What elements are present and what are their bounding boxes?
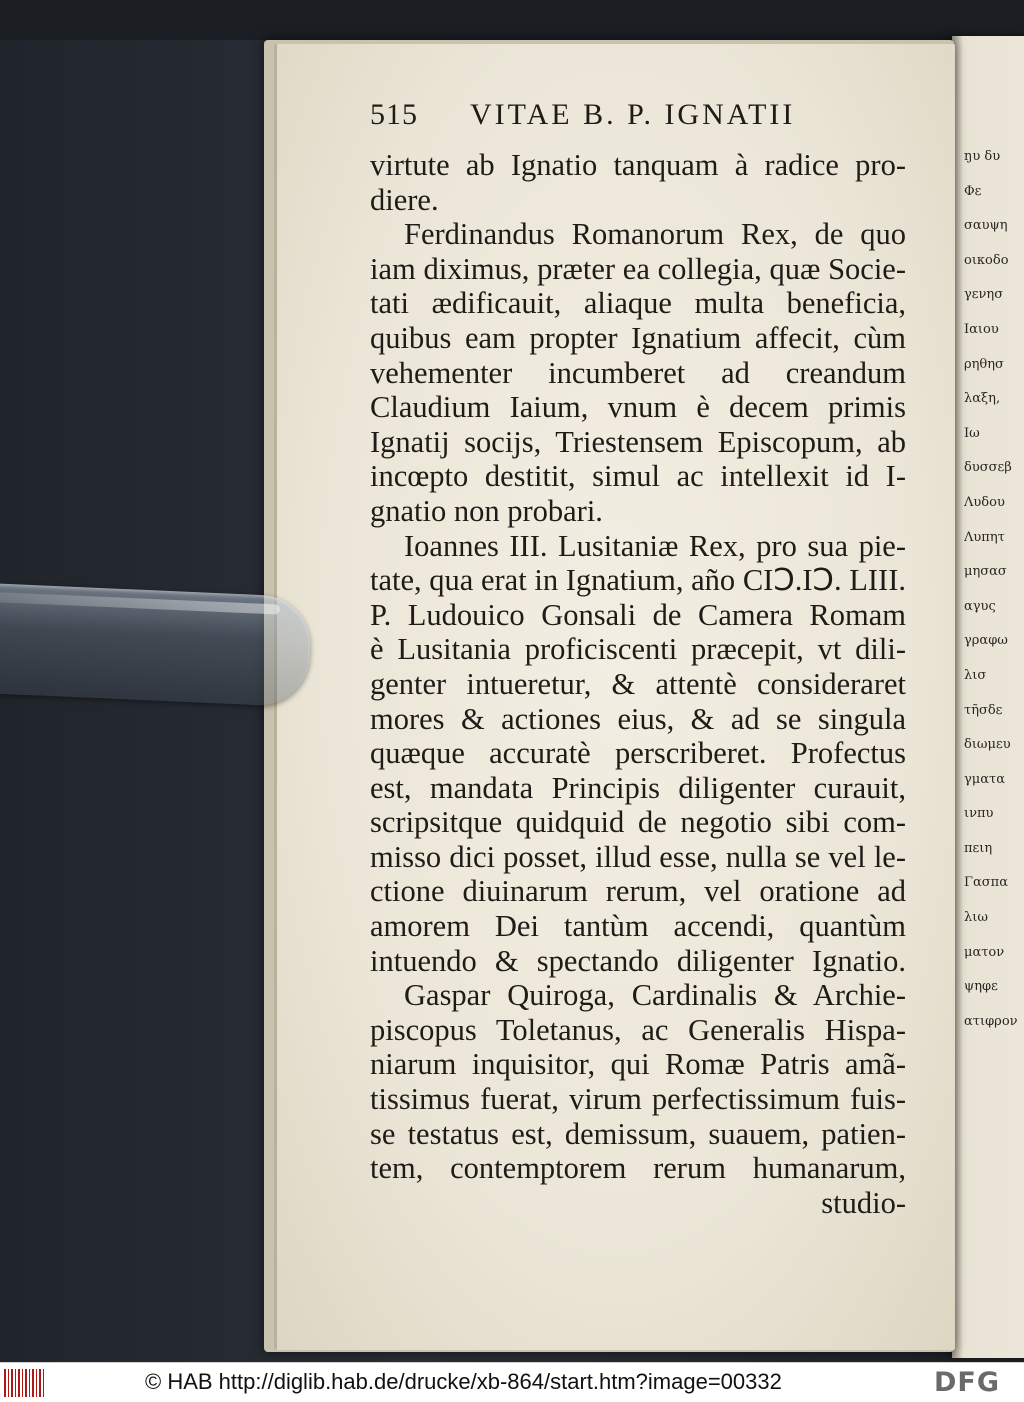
facing-page-line: διωμευ: [964, 737, 1011, 753]
text-line: studio-: [821, 1185, 906, 1220]
facing-page-line: λισ: [964, 667, 987, 683]
facing-page-line: Φε: [964, 183, 982, 199]
facing-page-line: λαξη,: [964, 391, 1001, 407]
facing-page-line: ŋυ δυ: [964, 149, 1001, 164]
text-line: Ignatij socijs, Triestensem Episcopum, ab: [370, 424, 906, 459]
facing-page-line: σαυψη: [964, 218, 1008, 234]
text-line: iam diximus, præter ea collegia, quæ Socie-: [370, 251, 906, 286]
text-line: scripsitque quidquid de negotio sibi com-: [370, 805, 906, 840]
text-line: se testatus est, demissum, suauem, patien-: [370, 1116, 906, 1151]
facing-page-line: τῆσδε: [964, 702, 1003, 718]
footer-bar: [0, 1362, 1024, 1402]
facing-page-line: οικοδο: [964, 252, 1009, 268]
text-line: tati ædificauit, aliaque multa beneficia,: [370, 286, 906, 321]
text-line: è Lusitania proficiscenti præcepit, vt dili-: [370, 632, 906, 667]
text-line: P. Ludouico Gonsali de Camera Romam: [370, 597, 906, 632]
facing-page-line: Ιαιου: [964, 321, 999, 337]
facing-page-line: ινπυ: [964, 806, 994, 822]
facing-page-line: μησασ: [964, 564, 1007, 580]
running-head: [370, 98, 910, 138]
facing-page-line: Ιω: [964, 425, 980, 441]
facing-page-line: δυσσεβ: [964, 460, 1012, 476]
running-head-title: VITAE B. P. IGNATII: [470, 98, 796, 131]
facing-page-text: [964, 140, 1024, 1039]
text-line: virtute ab Ignatio tanquam à radice pro-: [370, 148, 906, 182]
facing-page-line: ρηθησ: [964, 356, 1004, 372]
facing-page-line: Γασπα: [964, 875, 1008, 891]
page-body-text: [370, 148, 906, 1220]
facing-page-line: αγυς: [964, 598, 996, 614]
text-line: genter intueretur, & attentè consideraret: [370, 666, 906, 701]
text-line: tate, qua erat in Ignatium, año CIↃ.IↃ. LIII.: [370, 563, 906, 598]
text-line: quibus eam propter Ignatium affecit, cùm: [370, 320, 906, 355]
text-line: intuendo & spectando diligenter Ignatio.: [370, 943, 906, 978]
facing-page-line: ψηφε: [964, 979, 998, 995]
facing-page-line: ματον: [964, 944, 1005, 960]
text-line: est, mandata Principis diligenter curauit,: [370, 770, 906, 805]
barcode-icon: [4, 1369, 46, 1397]
facing-page-line: Λυδου: [964, 494, 1005, 510]
facing-page-line: Λυπητ: [964, 529, 1005, 545]
text-line: gnatio non probari.: [370, 493, 603, 528]
text-line: piscopus Toletanus, ac Generalis Hispa-: [370, 1012, 906, 1047]
text-line: Claudium Iaium, vnum è decem primis: [370, 390, 906, 425]
facing-page-line: ατιφρον: [964, 1013, 1018, 1029]
background-cloth: [0, 0, 1024, 40]
footer-caption[interactable]: © HAB http://diglib.hab.de/drucke/xb-864/start.htm?image=00332: [145, 1369, 782, 1394]
dfg-logo: DFG: [934, 1367, 1001, 1398]
text-line: diere.: [370, 182, 439, 217]
text-line: quæque accuratè perscriberet. Profectus: [370, 736, 906, 771]
text-line: niarum inquisitor, qui Romæ Patris amã-: [370, 1047, 906, 1082]
text-line: amorem Dei tantùm accendi, quantùm: [370, 909, 906, 944]
text-line: Gaspar Quiroga, Cardinalis & Archie-: [404, 978, 906, 1013]
text-line: Ferdinandus Romanorum Rex, de quo: [404, 217, 906, 252]
text-line: misso dici posset, illud esse, nulla se vel le-: [370, 839, 906, 874]
facing-page-line: γματα: [964, 771, 1005, 787]
page-number: 515: [370, 98, 418, 131]
facing-page-line: γραφω: [964, 633, 1008, 649]
text-line: mores & actiones eius, & ad se singula: [370, 701, 906, 736]
text-line: tissimus fuerat, virum perfectissimum fuis-: [370, 1082, 906, 1117]
text-line: incœpto destitit, simul ac intellexit id I-: [370, 459, 906, 494]
text-line: Ioannes III. Lusitaniæ Rex, pro sua pie-: [404, 528, 906, 563]
text-line: tem, contemptorem rerum humanarum,: [370, 1151, 906, 1186]
facing-page-line: λιω: [964, 910, 988, 926]
facing-page-line: γενησ: [964, 287, 1004, 303]
text-line: vehementer incumberet ad creandum: [370, 355, 906, 390]
facing-page-line: πειη: [964, 840, 993, 856]
text-line: ctione diuinarum rerum, vel oratione ad: [370, 874, 906, 909]
